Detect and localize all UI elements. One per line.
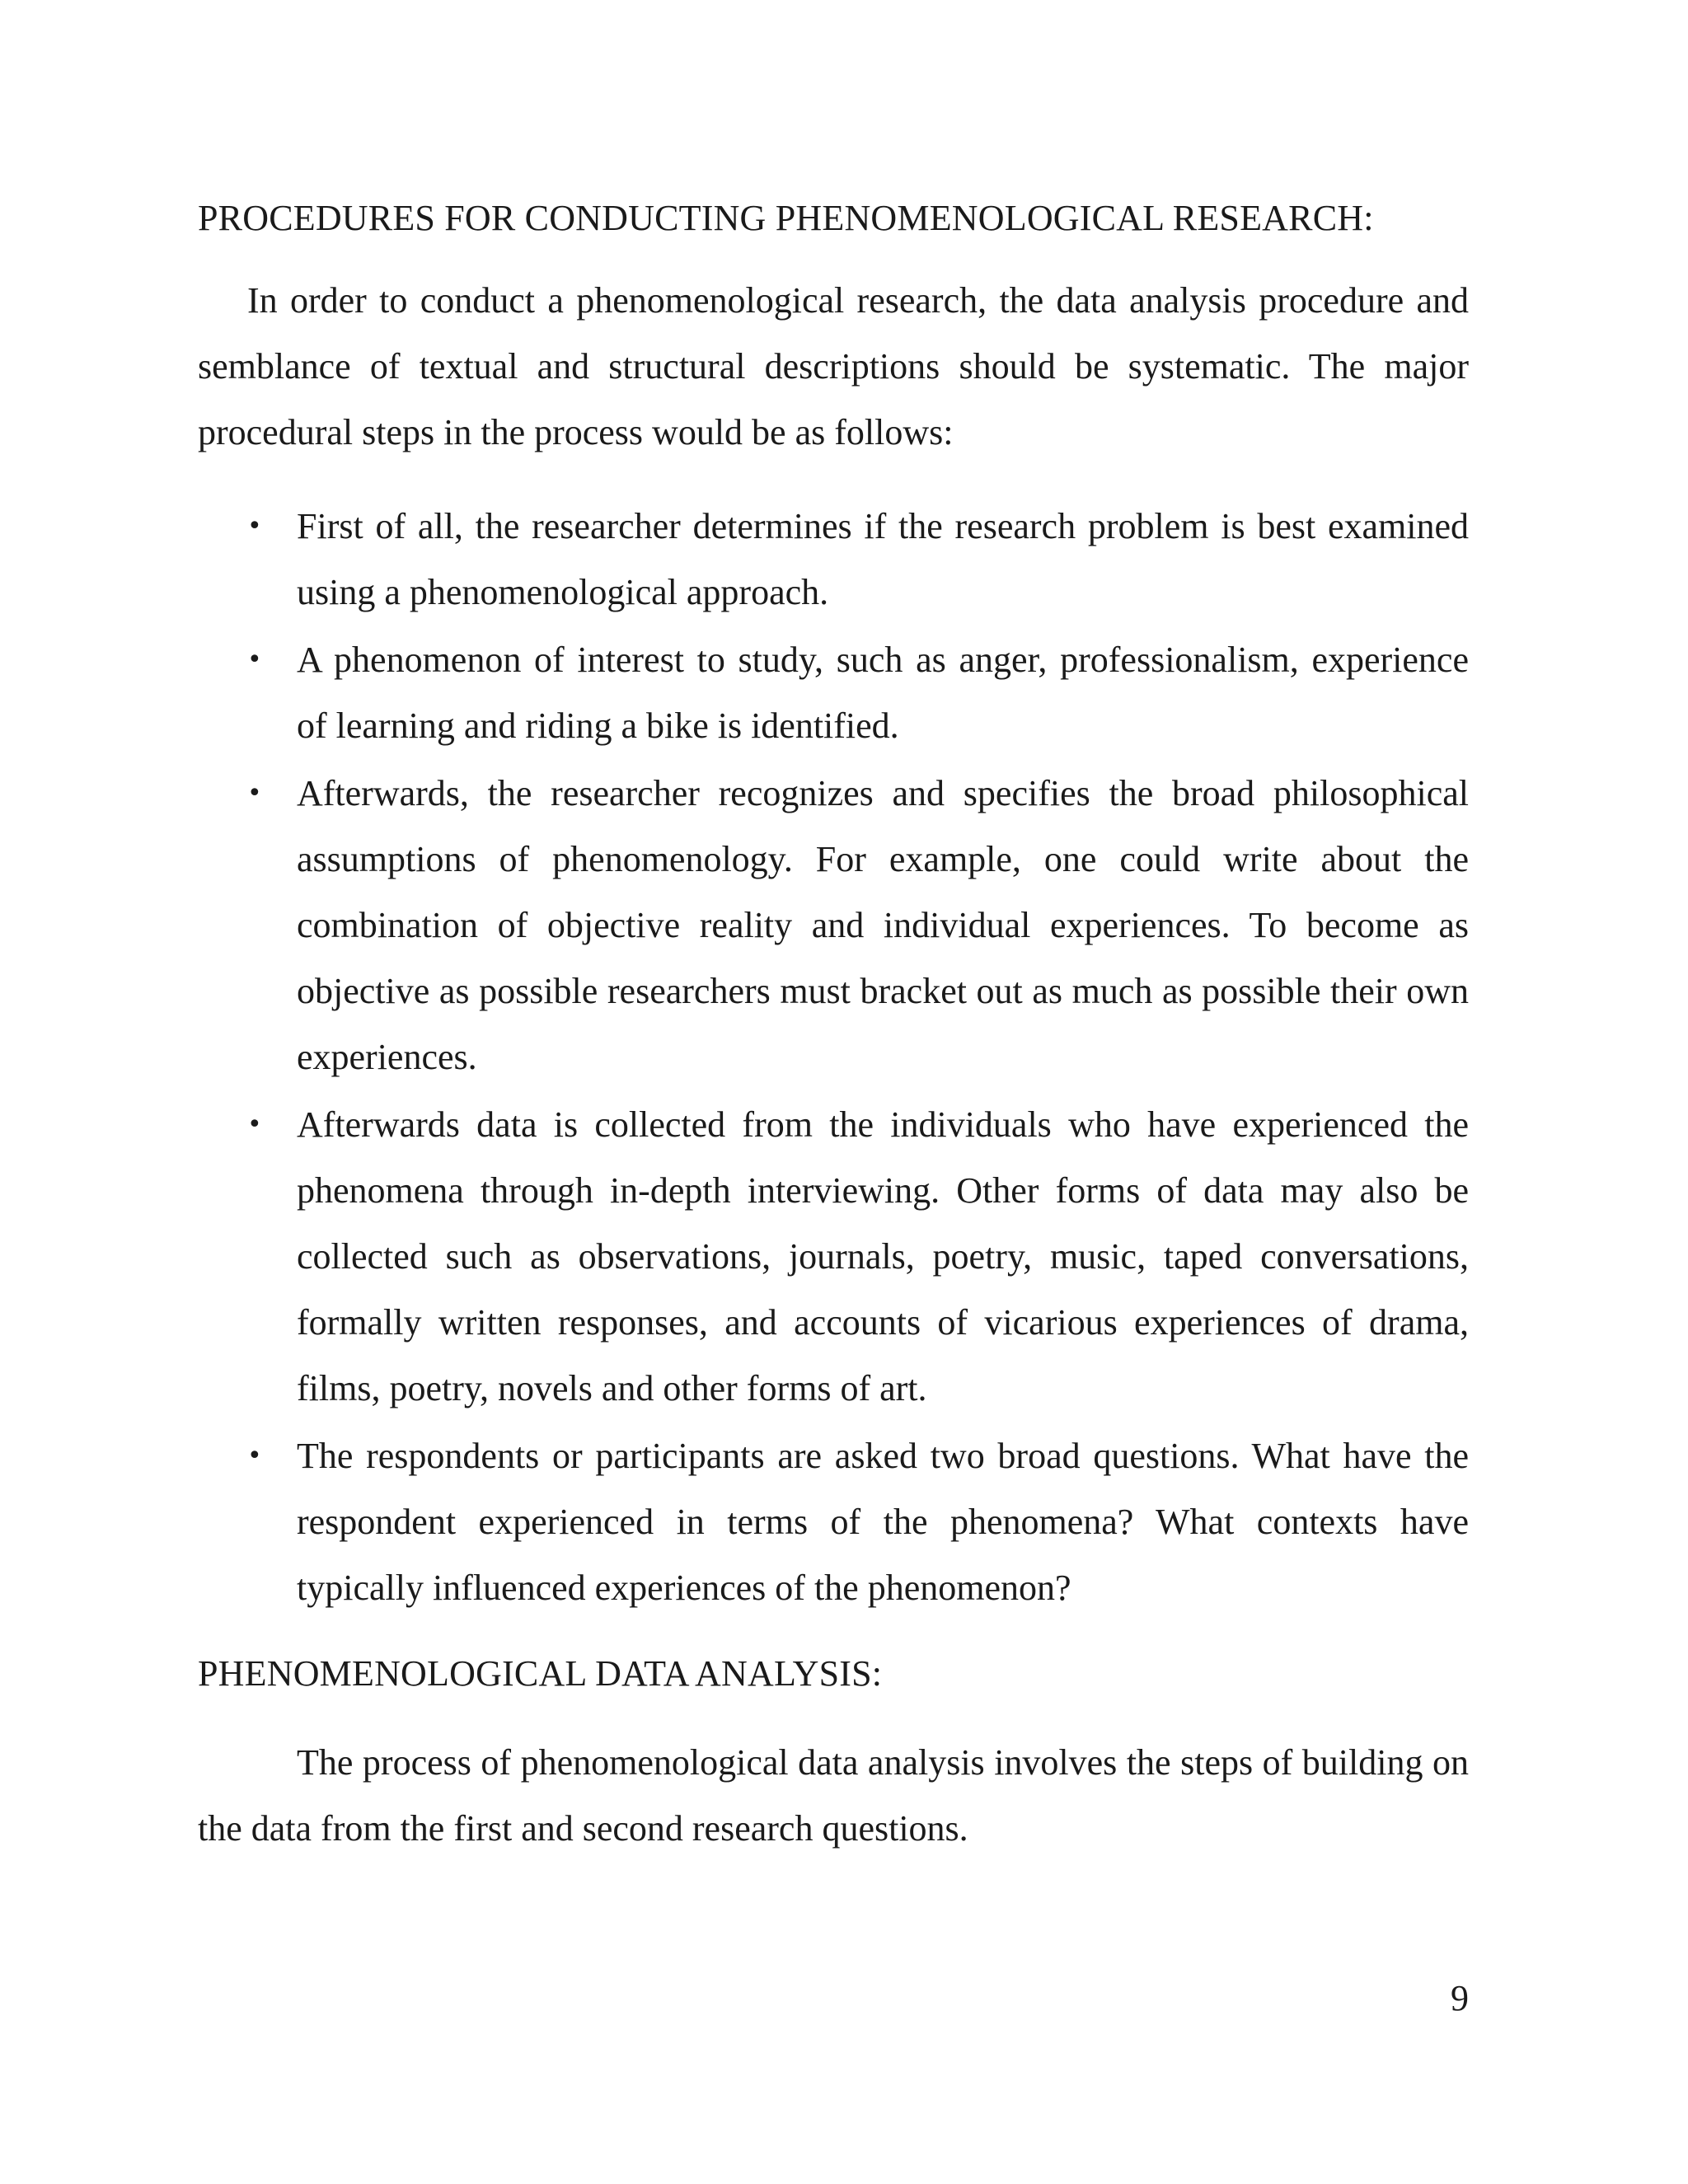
list-item (198, 1092, 1469, 1422)
page-content (198, 194, 1469, 1862)
bullet-icon: • (247, 1110, 262, 1139)
procedure-steps-list (198, 494, 1469, 1621)
list-item-text: First of all, the researcher determines if the research problem is best examined using a phenomenological approach. (297, 506, 1469, 612)
page-number: 9 (1451, 1978, 1469, 2018)
list-item (198, 761, 1469, 1090)
list-item-text: A phenomenon of interest to study, such as anger, professionalism, experience of learning and riding a bike is identified. (297, 640, 1469, 746)
section-heading-analysis: PHENOMENOLOGICAL DATA ANALYSIS: (198, 1653, 883, 1694)
list-item (198, 494, 1469, 626)
section-heading-procedures: PROCEDURES FOR CONDUCTING PHENOMENOLOGICAL RESEARCH: (198, 198, 1374, 238)
bullet-icon: • (247, 512, 262, 541)
list-item (198, 1423, 1469, 1621)
bullet-icon: • (247, 1441, 262, 1470)
bullet-icon: • (247, 645, 262, 674)
list-item (198, 627, 1469, 759)
bullet-icon: • (247, 779, 262, 808)
list-item-text: Afterwards data is collected from the individuals who have experienced the phenomena through in-depth interviewing. Other forms of data may also be collected such as observations, journals, poetry, music, taped conversations, formally written responses, and accounts of vicarious experiences of drama, films, poetry, novels and other forms of art. (297, 1104, 1469, 1408)
list-item-text: Afterwards, the researcher recognizes and specifies the broad philosophical assumptions of phenomenology. For example, one could write about the combination of objective reality and individual experiences. To become as objective as possible researchers must bracket out as much as possible their own experiences. (297, 773, 1469, 1077)
intro-paragraph: In order to conduct a phenomenological research, the data analysis procedure and semblance of textual and structural descriptions should be systematic. The major procedural steps in the process would be as follows: (198, 280, 1469, 452)
list-item-text: The respondents or participants are asked two broad questions. What have the respondent experienced in terms of the phenomena? What contexts have typically influenced experiences of the phenomenon? (297, 1436, 1469, 1608)
analysis-paragraph: The process of phenomenological data analysis involves the steps of building on the data from the first and second research questions. (198, 1742, 1469, 1849)
